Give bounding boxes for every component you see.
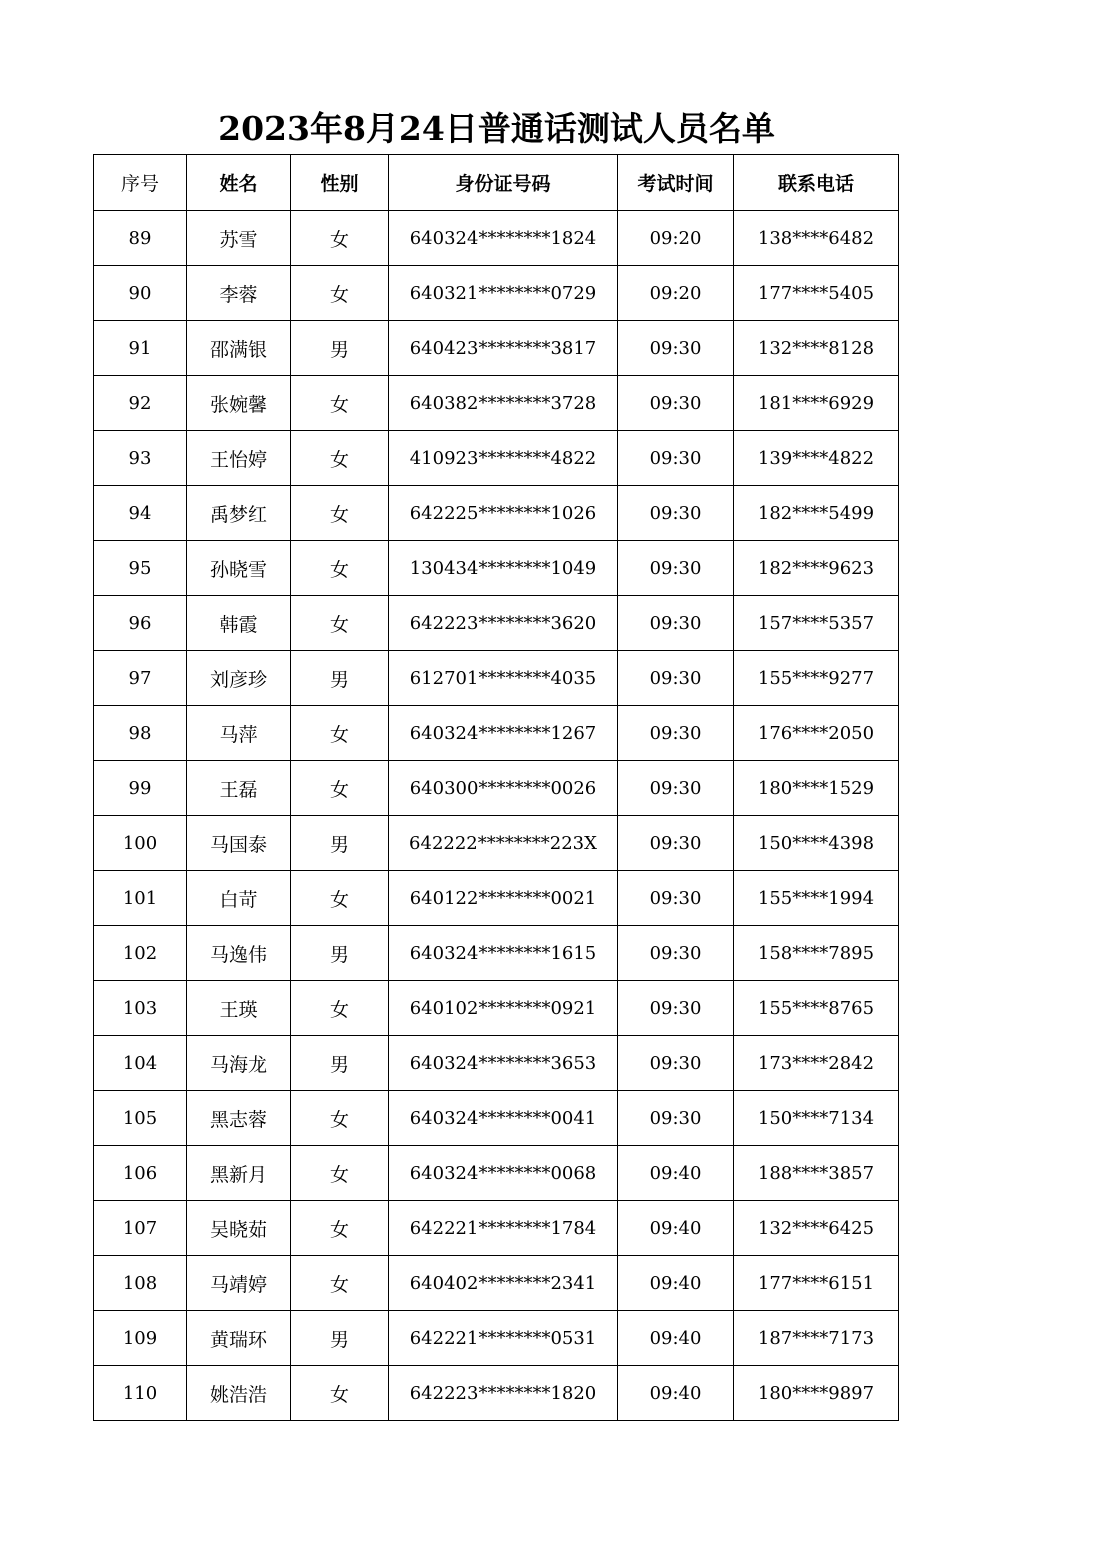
cell-gender: 男 bbox=[291, 816, 389, 871]
cell-seq: 92 bbox=[94, 376, 187, 431]
cell-name: 黑新月 bbox=[187, 1146, 291, 1201]
cell-seq: 97 bbox=[94, 651, 187, 706]
cell-seq: 105 bbox=[94, 1091, 187, 1146]
cell-exam-time: 09:30 bbox=[618, 376, 734, 431]
cell-name: 禹梦红 bbox=[187, 486, 291, 541]
cell-gender: 女 bbox=[291, 1366, 389, 1421]
table-row bbox=[94, 816, 899, 871]
cell-phone: 138****6482 bbox=[734, 211, 899, 266]
table-row bbox=[94, 321, 899, 376]
cell-id-number: 642221********0531 bbox=[389, 1311, 618, 1366]
cell-name: 黄瑞环 bbox=[187, 1311, 291, 1366]
cell-exam-time: 09:20 bbox=[618, 211, 734, 266]
cell-name: 苏雪 bbox=[187, 211, 291, 266]
cell-exam-time: 09:40 bbox=[618, 1201, 734, 1256]
cell-name: 吴晓茹 bbox=[187, 1201, 291, 1256]
cell-gender: 男 bbox=[291, 321, 389, 376]
cell-gender: 女 bbox=[291, 1091, 389, 1146]
cell-exam-time: 09:40 bbox=[618, 1366, 734, 1421]
table-row bbox=[94, 541, 899, 596]
cell-gender: 男 bbox=[291, 651, 389, 706]
table-row bbox=[94, 431, 899, 486]
cell-phone: 182****9623 bbox=[734, 541, 899, 596]
cell-gender: 女 bbox=[291, 981, 389, 1036]
cell-name: 马逸伟 bbox=[187, 926, 291, 981]
header-phone: 联系电话 bbox=[734, 155, 899, 211]
cell-phone: 180****9897 bbox=[734, 1366, 899, 1421]
cell-name: 马靖婷 bbox=[187, 1256, 291, 1311]
cell-gender: 女 bbox=[291, 706, 389, 761]
cell-id-number: 640300********0026 bbox=[389, 761, 618, 816]
table-row bbox=[94, 651, 899, 706]
cell-phone: 173****2842 bbox=[734, 1036, 899, 1091]
cell-exam-time: 09:30 bbox=[618, 1091, 734, 1146]
cell-id-number: 640382********3728 bbox=[389, 376, 618, 431]
cell-seq: 94 bbox=[94, 486, 187, 541]
cell-seq: 93 bbox=[94, 431, 187, 486]
cell-id-number: 640423********3817 bbox=[389, 321, 618, 376]
cell-phone: 158****7895 bbox=[734, 926, 899, 981]
cell-gender: 男 bbox=[291, 1311, 389, 1366]
cell-seq: 91 bbox=[94, 321, 187, 376]
cell-id-number: 642225********1026 bbox=[389, 486, 618, 541]
table-row bbox=[94, 1146, 899, 1201]
table-row bbox=[94, 761, 899, 816]
cell-phone: 181****6929 bbox=[734, 376, 899, 431]
cell-exam-time: 09:30 bbox=[618, 926, 734, 981]
cell-gender: 女 bbox=[291, 376, 389, 431]
header-row bbox=[94, 155, 899, 211]
cell-phone: 187****7173 bbox=[734, 1311, 899, 1366]
cell-seq: 107 bbox=[94, 1201, 187, 1256]
cell-id-number: 640324********1824 bbox=[389, 211, 618, 266]
cell-phone: 157****5357 bbox=[734, 596, 899, 651]
cell-id-number: 410923********4822 bbox=[389, 431, 618, 486]
cell-name: 白苛 bbox=[187, 871, 291, 926]
cell-exam-time: 09:30 bbox=[618, 816, 734, 871]
cell-name: 王瑛 bbox=[187, 981, 291, 1036]
cell-name: 张婉馨 bbox=[187, 376, 291, 431]
cell-name: 孙晓雪 bbox=[187, 541, 291, 596]
cell-name: 王磊 bbox=[187, 761, 291, 816]
cell-gender: 女 bbox=[291, 486, 389, 541]
cell-seq: 109 bbox=[94, 1311, 187, 1366]
cell-exam-time: 09:30 bbox=[618, 706, 734, 761]
cell-gender: 女 bbox=[291, 541, 389, 596]
header-name: 姓名 bbox=[187, 155, 291, 211]
cell-id-number: 640102********0921 bbox=[389, 981, 618, 1036]
cell-id-number: 640402********2341 bbox=[389, 1256, 618, 1311]
cell-id-number: 640122********0021 bbox=[389, 871, 618, 926]
table-row bbox=[94, 1036, 899, 1091]
cell-gender: 女 bbox=[291, 1256, 389, 1311]
cell-name: 马海龙 bbox=[187, 1036, 291, 1091]
table-row bbox=[94, 1311, 899, 1366]
cell-id-number: 130434********1049 bbox=[389, 541, 618, 596]
cell-id-number: 642222********223X bbox=[389, 816, 618, 871]
cell-seq: 90 bbox=[94, 266, 187, 321]
cell-exam-time: 09:40 bbox=[618, 1256, 734, 1311]
cell-name: 黑志蓉 bbox=[187, 1091, 291, 1146]
cell-phone: 132****6425 bbox=[734, 1201, 899, 1256]
cell-seq: 101 bbox=[94, 871, 187, 926]
table-row bbox=[94, 706, 899, 761]
cell-exam-time: 09:30 bbox=[618, 651, 734, 706]
cell-seq: 100 bbox=[94, 816, 187, 871]
cell-seq: 95 bbox=[94, 541, 187, 596]
cell-seq: 108 bbox=[94, 1256, 187, 1311]
cell-phone: 177****6151 bbox=[734, 1256, 899, 1311]
table-row bbox=[94, 596, 899, 651]
cell-seq: 104 bbox=[94, 1036, 187, 1091]
table-row bbox=[94, 871, 899, 926]
cell-phone: 176****2050 bbox=[734, 706, 899, 761]
cell-seq: 102 bbox=[94, 926, 187, 981]
cell-id-number: 640324********1267 bbox=[389, 706, 618, 761]
cell-phone: 155****8765 bbox=[734, 981, 899, 1036]
cell-id-number: 640321********0729 bbox=[389, 266, 618, 321]
table-row bbox=[94, 211, 899, 266]
cell-exam-time: 09:30 bbox=[618, 761, 734, 816]
cell-gender: 女 bbox=[291, 431, 389, 486]
cell-id-number: 642223********1820 bbox=[389, 1366, 618, 1421]
header-seq: 序号 bbox=[94, 155, 187, 211]
cell-phone: 182****5499 bbox=[734, 486, 899, 541]
cell-seq: 110 bbox=[94, 1366, 187, 1421]
cell-gender: 女 bbox=[291, 761, 389, 816]
cell-name: 韩霞 bbox=[187, 596, 291, 651]
page-title: 2023年8月24日普通话测试人员名单 bbox=[218, 109, 775, 148]
cell-name: 邵满银 bbox=[187, 321, 291, 376]
table-row bbox=[94, 981, 899, 1036]
cell-gender: 女 bbox=[291, 871, 389, 926]
cell-gender: 女 bbox=[291, 1201, 389, 1256]
cell-phone: 150****4398 bbox=[734, 816, 899, 871]
cell-exam-time: 09:20 bbox=[618, 266, 734, 321]
cell-exam-time: 09:30 bbox=[618, 981, 734, 1036]
cell-name: 李蓉 bbox=[187, 266, 291, 321]
header-time: 考试时间 bbox=[618, 155, 734, 211]
cell-exam-time: 09:30 bbox=[618, 871, 734, 926]
table-row bbox=[94, 1256, 899, 1311]
cell-gender: 女 bbox=[291, 1146, 389, 1201]
cell-seq: 99 bbox=[94, 761, 187, 816]
cell-exam-time: 09:30 bbox=[618, 431, 734, 486]
roster-body bbox=[94, 211, 899, 1421]
cell-exam-time: 09:30 bbox=[618, 596, 734, 651]
roster-table bbox=[93, 154, 899, 1421]
table-row bbox=[94, 926, 899, 981]
cell-exam-time: 09:30 bbox=[618, 1036, 734, 1091]
table-row bbox=[94, 376, 899, 431]
cell-gender: 男 bbox=[291, 1036, 389, 1091]
cell-gender: 女 bbox=[291, 266, 389, 321]
cell-phone: 180****1529 bbox=[734, 761, 899, 816]
cell-exam-time: 09:30 bbox=[618, 486, 734, 541]
cell-id-number: 640324********1615 bbox=[389, 926, 618, 981]
header-gender: 性别 bbox=[291, 155, 389, 211]
cell-seq: 103 bbox=[94, 981, 187, 1036]
cell-name: 王怡婷 bbox=[187, 431, 291, 486]
cell-gender: 女 bbox=[291, 211, 389, 266]
cell-id-number: 642221********1784 bbox=[389, 1201, 618, 1256]
cell-gender: 男 bbox=[291, 926, 389, 981]
cell-name: 姚浩浩 bbox=[187, 1366, 291, 1421]
cell-exam-time: 09:30 bbox=[618, 321, 734, 376]
table-row bbox=[94, 1091, 899, 1146]
cell-gender: 女 bbox=[291, 596, 389, 651]
cell-phone: 188****3857 bbox=[734, 1146, 899, 1201]
cell-id-number: 642223********3620 bbox=[389, 596, 618, 651]
table-row bbox=[94, 486, 899, 541]
cell-phone: 139****4822 bbox=[734, 431, 899, 486]
cell-phone: 155****9277 bbox=[734, 651, 899, 706]
cell-exam-time: 09:30 bbox=[618, 541, 734, 596]
cell-seq: 89 bbox=[94, 211, 187, 266]
cell-id-number: 612701********4035 bbox=[389, 651, 618, 706]
cell-id-number: 640324********0041 bbox=[389, 1091, 618, 1146]
cell-seq: 98 bbox=[94, 706, 187, 761]
cell-name: 刘彦珍 bbox=[187, 651, 291, 706]
cell-phone: 155****1994 bbox=[734, 871, 899, 926]
cell-id-number: 640324********3653 bbox=[389, 1036, 618, 1091]
cell-exam-time: 09:40 bbox=[618, 1146, 734, 1201]
cell-seq: 106 bbox=[94, 1146, 187, 1201]
cell-seq: 96 bbox=[94, 596, 187, 651]
header-id: 身份证号码 bbox=[389, 155, 618, 211]
cell-phone: 150****7134 bbox=[734, 1091, 899, 1146]
cell-id-number: 640324********0068 bbox=[389, 1146, 618, 1201]
table-row bbox=[94, 266, 899, 321]
table-row bbox=[94, 1201, 899, 1256]
cell-name: 马萍 bbox=[187, 706, 291, 761]
cell-phone: 132****8128 bbox=[734, 321, 899, 376]
cell-name: 马国泰 bbox=[187, 816, 291, 871]
table-row bbox=[94, 1366, 899, 1421]
cell-exam-time: 09:40 bbox=[618, 1311, 734, 1366]
cell-phone: 177****5405 bbox=[734, 266, 899, 321]
